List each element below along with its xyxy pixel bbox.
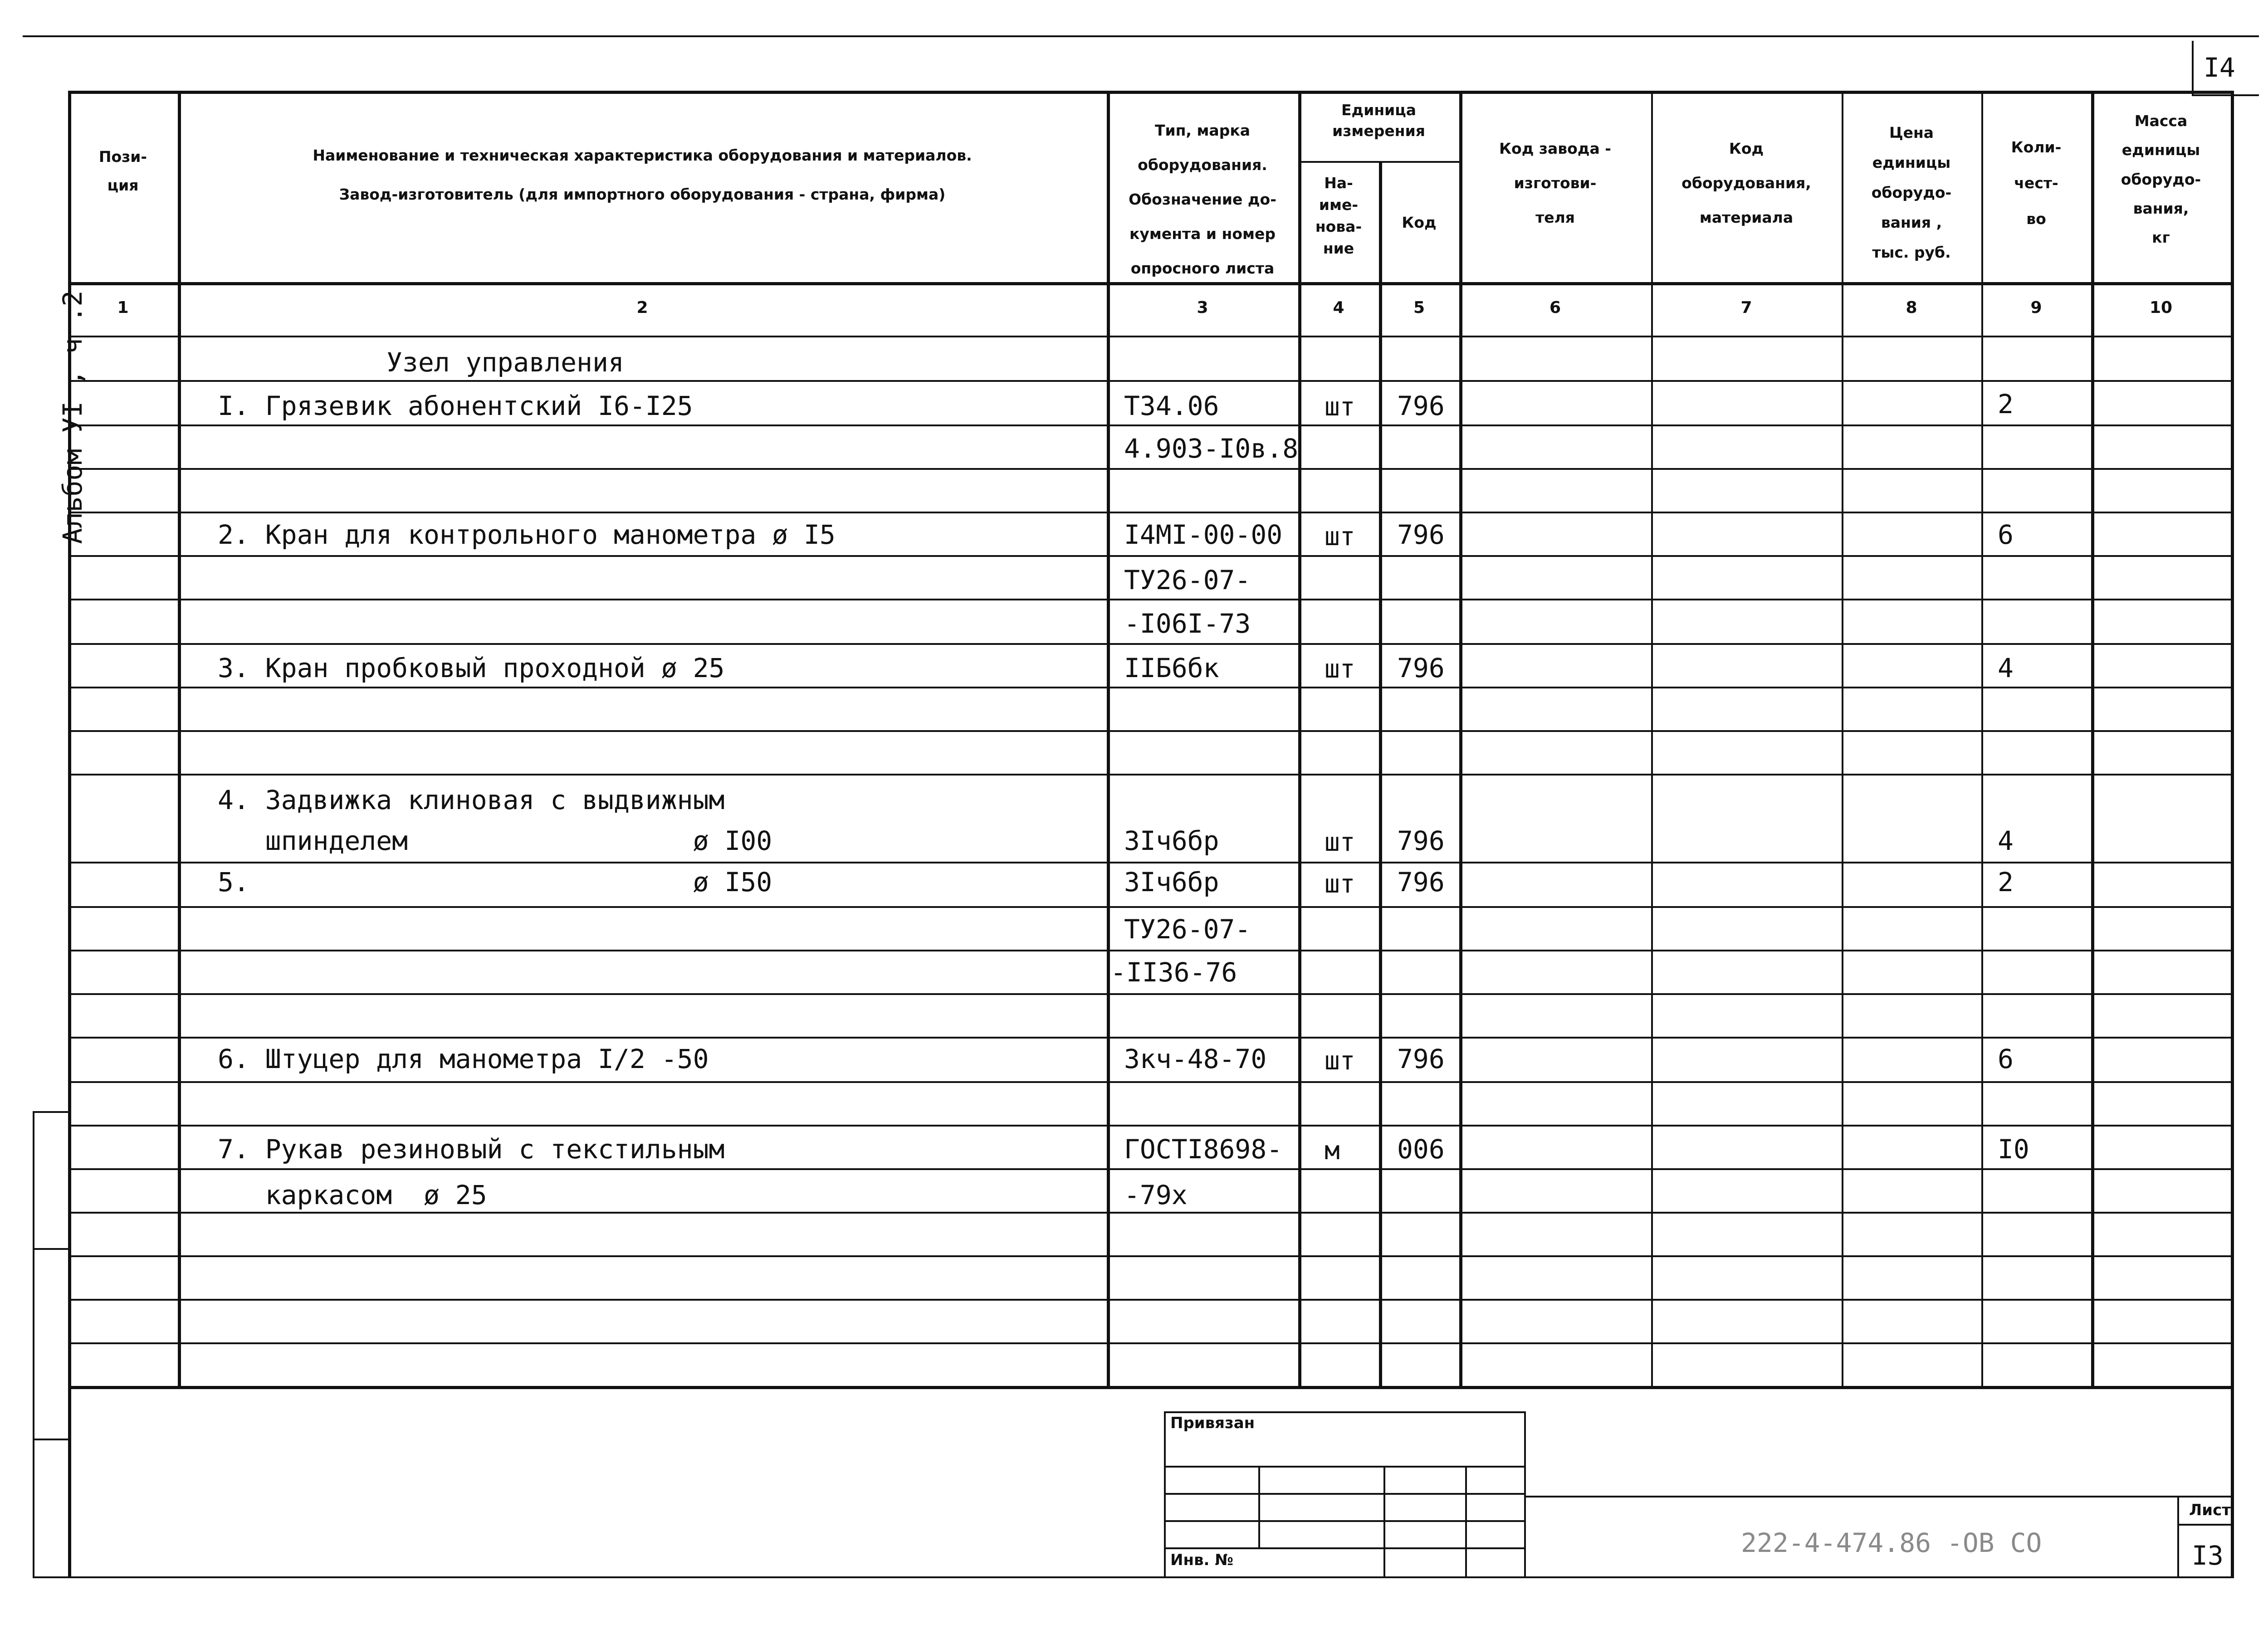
item-name: I. Грязевик абонентский I6-I25	[218, 390, 693, 421]
column-number: 8	[1906, 298, 1917, 317]
title-line	[2177, 1496, 2179, 1577]
header-col9: Коли- чест- во	[2011, 138, 2062, 228]
stamp-line	[1164, 1520, 1525, 1522]
row-line	[68, 774, 2234, 776]
item-name: 3. Кран пробковый проходной ø 25	[218, 653, 725, 683]
inv-number-label: Инв. №	[1170, 1551, 1234, 1569]
column-number: 3	[1197, 298, 1208, 317]
item-name: 7. Рукав резиновый с текстильным	[218, 1134, 725, 1165]
item-type: 3Iч6бр	[1124, 867, 1219, 897]
header-col6: Код завода - изготови- теля	[1499, 140, 1611, 226]
item-qty: 4	[1998, 825, 2014, 856]
sheet-number-box-line	[2192, 41, 2194, 95]
item-qty: 2	[1998, 389, 2014, 419]
col-line	[1379, 161, 1382, 1388]
item-unit-code: 796	[1397, 390, 1445, 421]
col-line	[1981, 91, 1983, 1388]
column-number: 6	[1549, 298, 1561, 317]
right-border-line	[2231, 91, 2234, 1578]
album-side-label: Альбом УI , ч .2	[57, 290, 88, 544]
item-unit: шт	[1325, 828, 1355, 857]
row-line	[68, 1212, 2234, 1214]
bound-label: Привязан	[1170, 1414, 1255, 1432]
item-type: 4.903-I0в.8	[1124, 433, 1299, 464]
item-unit: шт	[1325, 654, 1355, 684]
margin-strip-line	[33, 1111, 34, 1578]
item-unit: шт	[1325, 1046, 1355, 1076]
item-type: -79х	[1124, 1180, 1188, 1210]
document-code: 222-4-474.86 -ОВ СО	[1741, 1527, 2042, 1558]
header-col7: Код оборудования, материала	[1681, 140, 1811, 226]
row-line	[68, 730, 2234, 732]
item-unit: шт	[1325, 869, 1355, 899]
row-line	[68, 993, 2234, 995]
column-number: 10	[2149, 298, 2173, 317]
stamp-line	[1164, 1411, 1525, 1413]
row-line	[68, 1125, 2234, 1127]
col-line	[1459, 91, 1462, 1388]
item-type: I4МI-00-00	[1124, 519, 1283, 550]
stamp-line	[1164, 1547, 1525, 1549]
col-line	[2091, 91, 2094, 1388]
header-col8: Цена единицы оборудо- вания , тыс. руб.	[1871, 124, 1952, 261]
item-name: 5. ø I50	[218, 867, 772, 897]
item-name: 4. Задвижка клиновая с выдвижным	[218, 785, 725, 815]
item-name: 6. Штуцер для манометра I/2 -50	[218, 1044, 709, 1074]
column-number: 5	[1413, 298, 1425, 317]
margin-strip-line	[33, 1248, 69, 1250]
item-type: -I06I-73	[1124, 608, 1251, 639]
item-unit-code: 796	[1397, 1044, 1445, 1074]
stamp-line	[1258, 1466, 1260, 1547]
col-line	[1842, 91, 1843, 1388]
margin-strip-line	[33, 1111, 69, 1113]
sheet-number-top: I4	[2204, 52, 2235, 83]
table-top-line	[68, 91, 2232, 94]
item-type: -II36-76	[1110, 957, 1237, 988]
column-number: 4	[1333, 298, 1344, 317]
item-type: IIБ6бк	[1124, 653, 1219, 683]
row-line	[68, 687, 2234, 688]
item-qty: I0	[1998, 1134, 2029, 1165]
margin-strip-line	[33, 1439, 69, 1440]
col-line	[178, 91, 181, 1388]
item-unit-code: 796	[1397, 519, 1445, 550]
row-line	[68, 380, 2234, 382]
row-line	[68, 555, 2234, 557]
row-line	[68, 1299, 2234, 1301]
item-name: каркасом ø 25	[218, 1180, 487, 1210]
item-unit: шт	[1325, 392, 1355, 422]
column-number: 2	[636, 298, 648, 317]
item-unit-code: 006	[1397, 1134, 1445, 1165]
row-line	[68, 599, 2234, 600]
column-number: 9	[2030, 298, 2042, 317]
item-unit-code: 796	[1397, 867, 1445, 897]
item-unit-code: 796	[1397, 653, 1445, 683]
stamp-line	[1164, 1411, 1166, 1576]
col-line	[1298, 91, 1301, 1388]
col-line	[1651, 91, 1653, 1388]
row-line	[68, 1168, 2234, 1170]
row-line	[68, 1255, 2234, 1257]
row-line	[68, 468, 2234, 470]
item-type: 3кч-48-70	[1124, 1044, 1267, 1074]
item-type: 3Iч6бр	[1124, 825, 1219, 856]
item-name: шпинделем ø I00	[218, 825, 772, 856]
title-line	[1524, 1496, 2232, 1497]
row-line	[68, 862, 2234, 863]
item-unit: м	[1325, 1136, 1340, 1166]
stamp-line	[1383, 1466, 1385, 1576]
colnum-bottom-line	[68, 336, 2234, 337]
item-qty: 6	[1998, 1044, 2014, 1074]
sheet-number-box-line	[2192, 94, 2259, 96]
row-line	[68, 1342, 2234, 1344]
row-line	[68, 643, 2234, 645]
item-type: Т34.06	[1124, 390, 1219, 421]
header-col3: Тип, марка оборудования. Обозначение до- кумента и номер опросного листа	[1129, 122, 1276, 277]
row-line	[68, 950, 2234, 951]
item-qty: 6	[1998, 519, 2014, 550]
item-unit: шт	[1325, 522, 1355, 551]
header-col4: На- име- нова- ние	[1315, 174, 1362, 257]
sheet-label: Лист	[2189, 1501, 2231, 1519]
header-col1: Пози- ция	[98, 148, 147, 194]
header-col10: Масса единицы оборудо- вания, кг	[2121, 112, 2201, 247]
row-line	[68, 424, 2234, 426]
header-unit-group: Единица измерения	[1332, 101, 1425, 140]
stamp-line	[1524, 1411, 1526, 1576]
top-border-line	[23, 35, 2259, 37]
section-title: Узел управления	[386, 347, 624, 378]
bottom-border-line	[33, 1576, 2234, 1578]
row-line	[68, 512, 2234, 513]
header-col5: Код	[1402, 214, 1437, 231]
title-line	[2177, 1524, 2232, 1526]
item-type: ТУ26-07-	[1124, 565, 1251, 595]
column-number: 1	[117, 298, 129, 317]
stamp-line	[1465, 1466, 1467, 1576]
row-line	[68, 1037, 2234, 1039]
item-type: ТУ26-07-	[1124, 914, 1251, 945]
item-qty: 2	[1998, 867, 2014, 897]
table-bottom-line	[68, 1386, 2234, 1389]
column-number: 7	[1740, 298, 1752, 317]
item-qty: 4	[1998, 653, 2014, 683]
item-name: 2. Кран для контрольного манометра ø I5	[218, 519, 836, 550]
item-type: ГОСТI8698-	[1124, 1134, 1283, 1165]
row-line	[68, 1081, 2234, 1083]
sheet-number: I3	[2192, 1540, 2224, 1571]
stamp-line	[1164, 1466, 1525, 1468]
stamp-line	[1164, 1493, 1525, 1495]
header-col2: Наименование и техническая характеристика оборудования и материалов. Завод-изготовитель (для импортного оборудования - страна, фирма)	[313, 146, 972, 203]
row-line	[68, 906, 2234, 908]
item-unit-code: 796	[1397, 825, 1445, 856]
